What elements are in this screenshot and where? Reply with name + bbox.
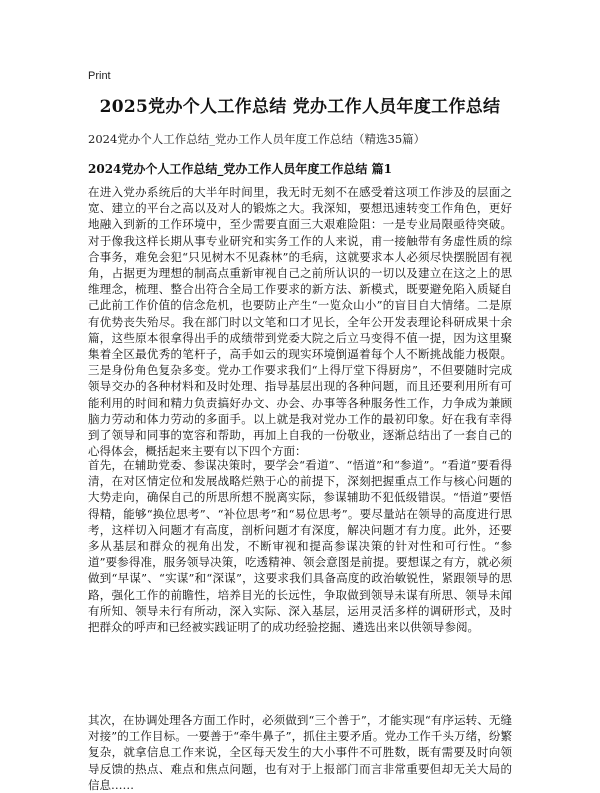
paragraph-block	[88, 712, 512, 792]
print-label: Print	[88, 70, 111, 82]
page-title: 2025党办个人工作总结 党办工作人员年度工作总结	[99, 97, 501, 117]
body-paragraph-1: 在进入党办系统后的大半年时间里，我无时无刻不在感受着这项工作涉及的层面之宽、建立的平台之高以及对人的锻炼之大。我深知，要想迅速转变工作角色，更好地融入到新的工作环境中，至少需要直面三大艰难险阻：一是专业局限亟待突破。对于像我这样长期从事专业研究和实务工作的人来说，甫一接触带有务虚性质的综合事务，难免会犯“只见树木不见森林”的毛病，这就要求本人必须尽快摆脱固有视角，占据更为理想的制高点重新审视自己之前所认识的一切以及建立在这之上的思维理念，梳理、整合出符合全局工作要求的新方法、新模式，既要避免陷入质疑自己此前工作价值的信念危机，也要防止产生“一览众山小”的盲目自大情绪。二是原有优势丧失殆尽。我在部门时以文笔和口才见长，全年公开发表理论科研成果十余篇，这些原本很拿得出手的成绩带到党委大院之后立马变得不值一提，因为这里聚集着全区最优秀的笔杆子，高手如云的现实环境倒逼着每个人不断挑战能力极限。三是身份角色复杂多变。党办工作要求我们“上得厅堂下得厨房”，不但要随时完成领导交办的各种材料和及时处理、指导基层出现的各种问题，而且还要利用所有可能利用的时间和精力负责搞好办文、办会、办事等各种服务性工作，力争成为兼顾脑力劳动和体力劳动的多面手。以上就是我对党办工作的最初印象。好在我有幸得到了领导和同事的宽容和帮助，再加上自我的一份敬业，逐渐总结出了一套自己的心得体会，概括起来主要有以下四个方面：	[88, 185, 512, 459]
section-heading: 2024党办个人工作总结_党办工作人员年度工作总结 篇1	[88, 162, 392, 176]
document-subtitle: 2024党办个人工作总结_党办工作人员年度工作总结（精选35篇）	[88, 132, 426, 146]
paragraph-block	[88, 184, 512, 459]
body-paragraph-2: 首先，在辅助党委、参谋决策时，要学会“看道”、“悟道”和“参道”。“看道”要看得清，在对区情定位和发展战略烂熟于心的前提下，深刻把握重点工作与核心问题的大势走向，确保自己的所思所想不脱离实际，参谋辅助不犯低级错误。“悟道”要悟得精，能够“换位思考”、“补位思考”和“易位思考”。要尽量站在领导的高度进行思考，这样切入问题才有高度，剖析问题才有深度，解决问题才有力度。此外，还要多从基层和群众的视角出发，不断审视和提高参谋决策的针对性和可行性。“参道”要参得准，服务领导决策，吃透精神、领会意图是前提。要想谋之有方，就必须做到“早谋”、“实谋”和“深谋”，这要求我们具备高度的政治敏锐性，紧跟领导的思路，强化工作的前瞻性，培养目光的长远性，争取做到领导未谋有所思、领导未闻有所知、领导未行有所动，深入实际、深入基层，运用灵活多样的调研形式，及时把群众的呼声和已经被实践证明了的成功经验挖掘、遴选出来以供领导参阅。	[88, 458, 512, 635]
paragraph-block	[88, 457, 512, 702]
body-paragraph-3: 其次，在协调处理各方面工作时，必须做到“三个善于”，才能实现“有序运转、无缝对接”的工作目标。一要善于“牵牛鼻子”，抓住主要矛盾。党办工作千头万绪，纷繁复杂，就拿信息工作来说，全区每天发生的大小事件不可胜数，既有需要及时向领导反馈的热点、难点和焦点问题，也有对于上报部门而言非常重要但却无关大局的信息……	[88, 713, 512, 792]
